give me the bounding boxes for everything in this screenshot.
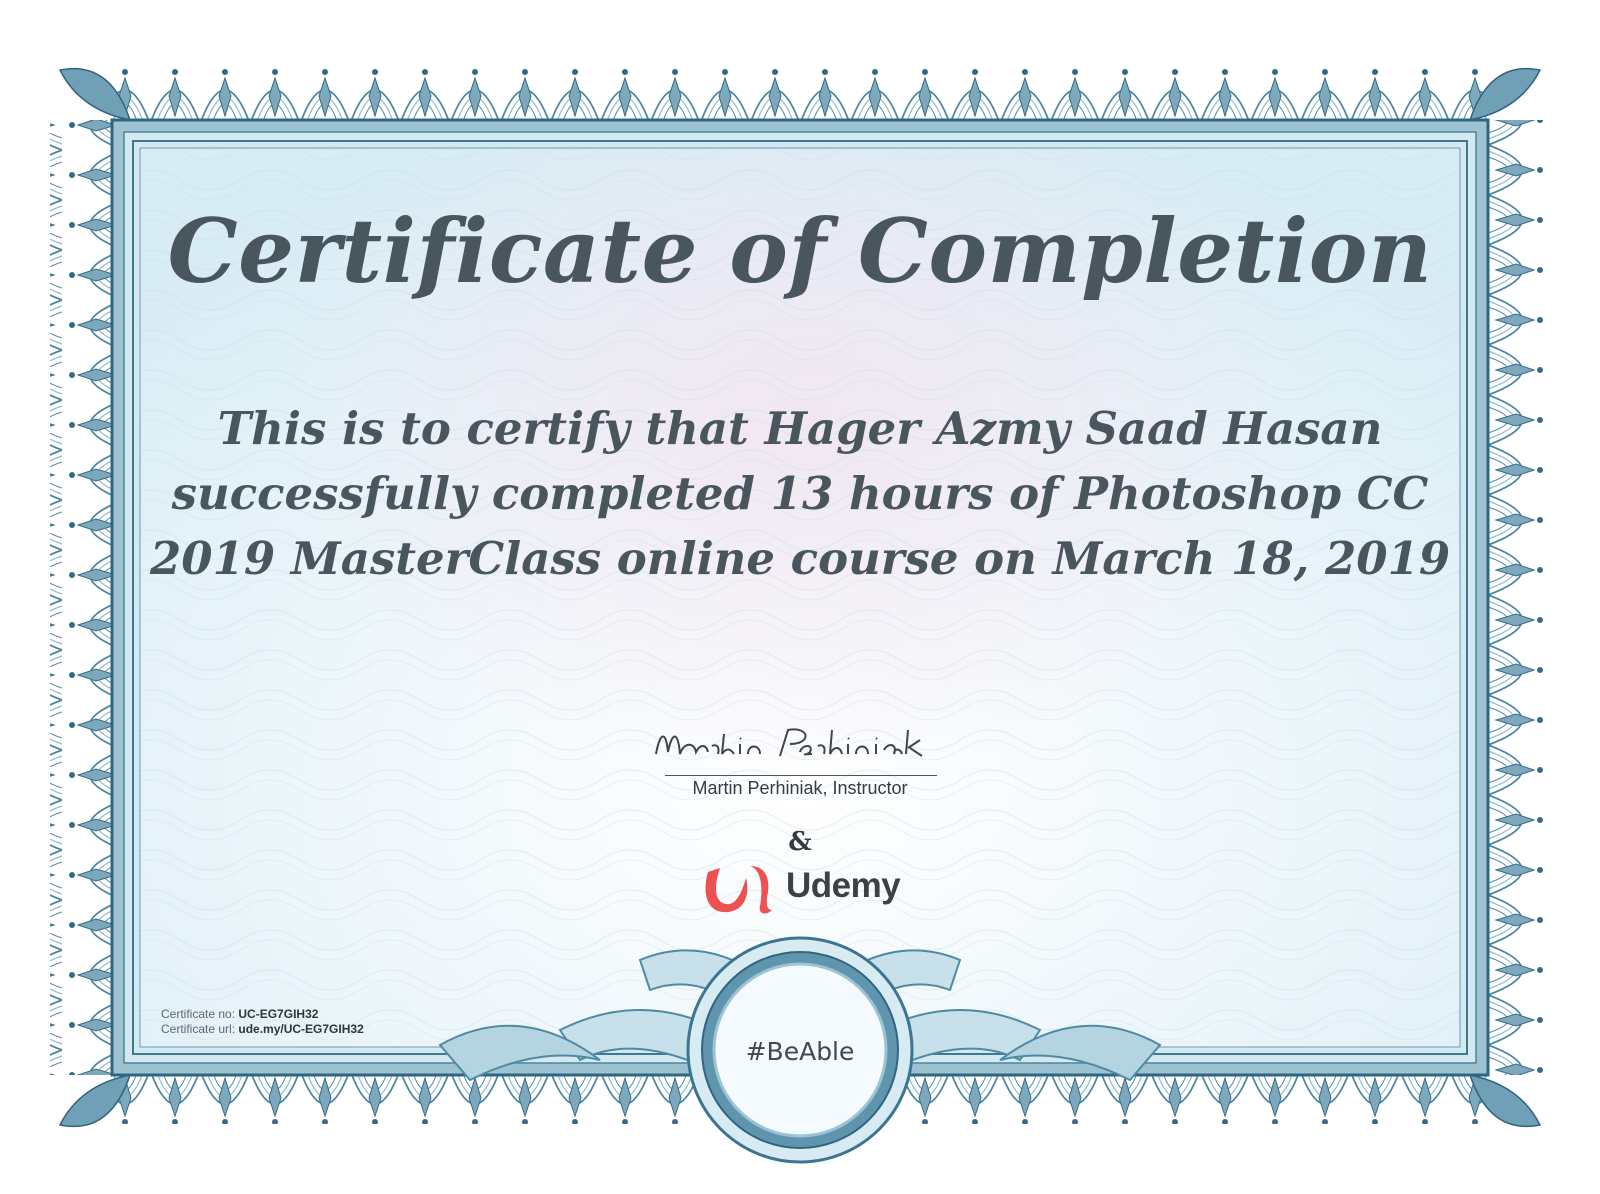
instructor-signature xyxy=(650,720,950,766)
signatory-caption: Martin Perhiniak, Instructor xyxy=(692,778,908,798)
ampersand: & xyxy=(788,827,812,857)
statement-line-2: successfully completed 13 hours of Photoshop CC xyxy=(171,467,1429,520)
certificate-url: ude.my/UC-EG7GIH32 xyxy=(238,1022,364,1036)
statement-line-1: This is to certify that Hager Azmy Saad Hasan xyxy=(217,402,1383,455)
certificate-number-row xyxy=(161,1007,364,1022)
certificate-statement xyxy=(150,396,1450,591)
certificate-meta xyxy=(161,1007,364,1037)
udemy-logo-icon xyxy=(700,862,776,918)
seal-hashtag: #BeAble xyxy=(745,1037,855,1066)
statement-line-3: 2019 MasterClass online course on March 18, 2019 xyxy=(150,532,1451,585)
certificate-url-row xyxy=(161,1022,364,1037)
certificate-number-label: Certificate no: xyxy=(161,1007,236,1021)
udemy-wordmark: Udemy xyxy=(786,866,901,905)
certificate-number: UC-EG7GIH32 xyxy=(238,1007,319,1021)
certificate-title: Certificate of Completion xyxy=(167,199,1433,303)
certificate-url-label: Certificate url: xyxy=(161,1022,236,1036)
signature-line xyxy=(665,775,937,776)
